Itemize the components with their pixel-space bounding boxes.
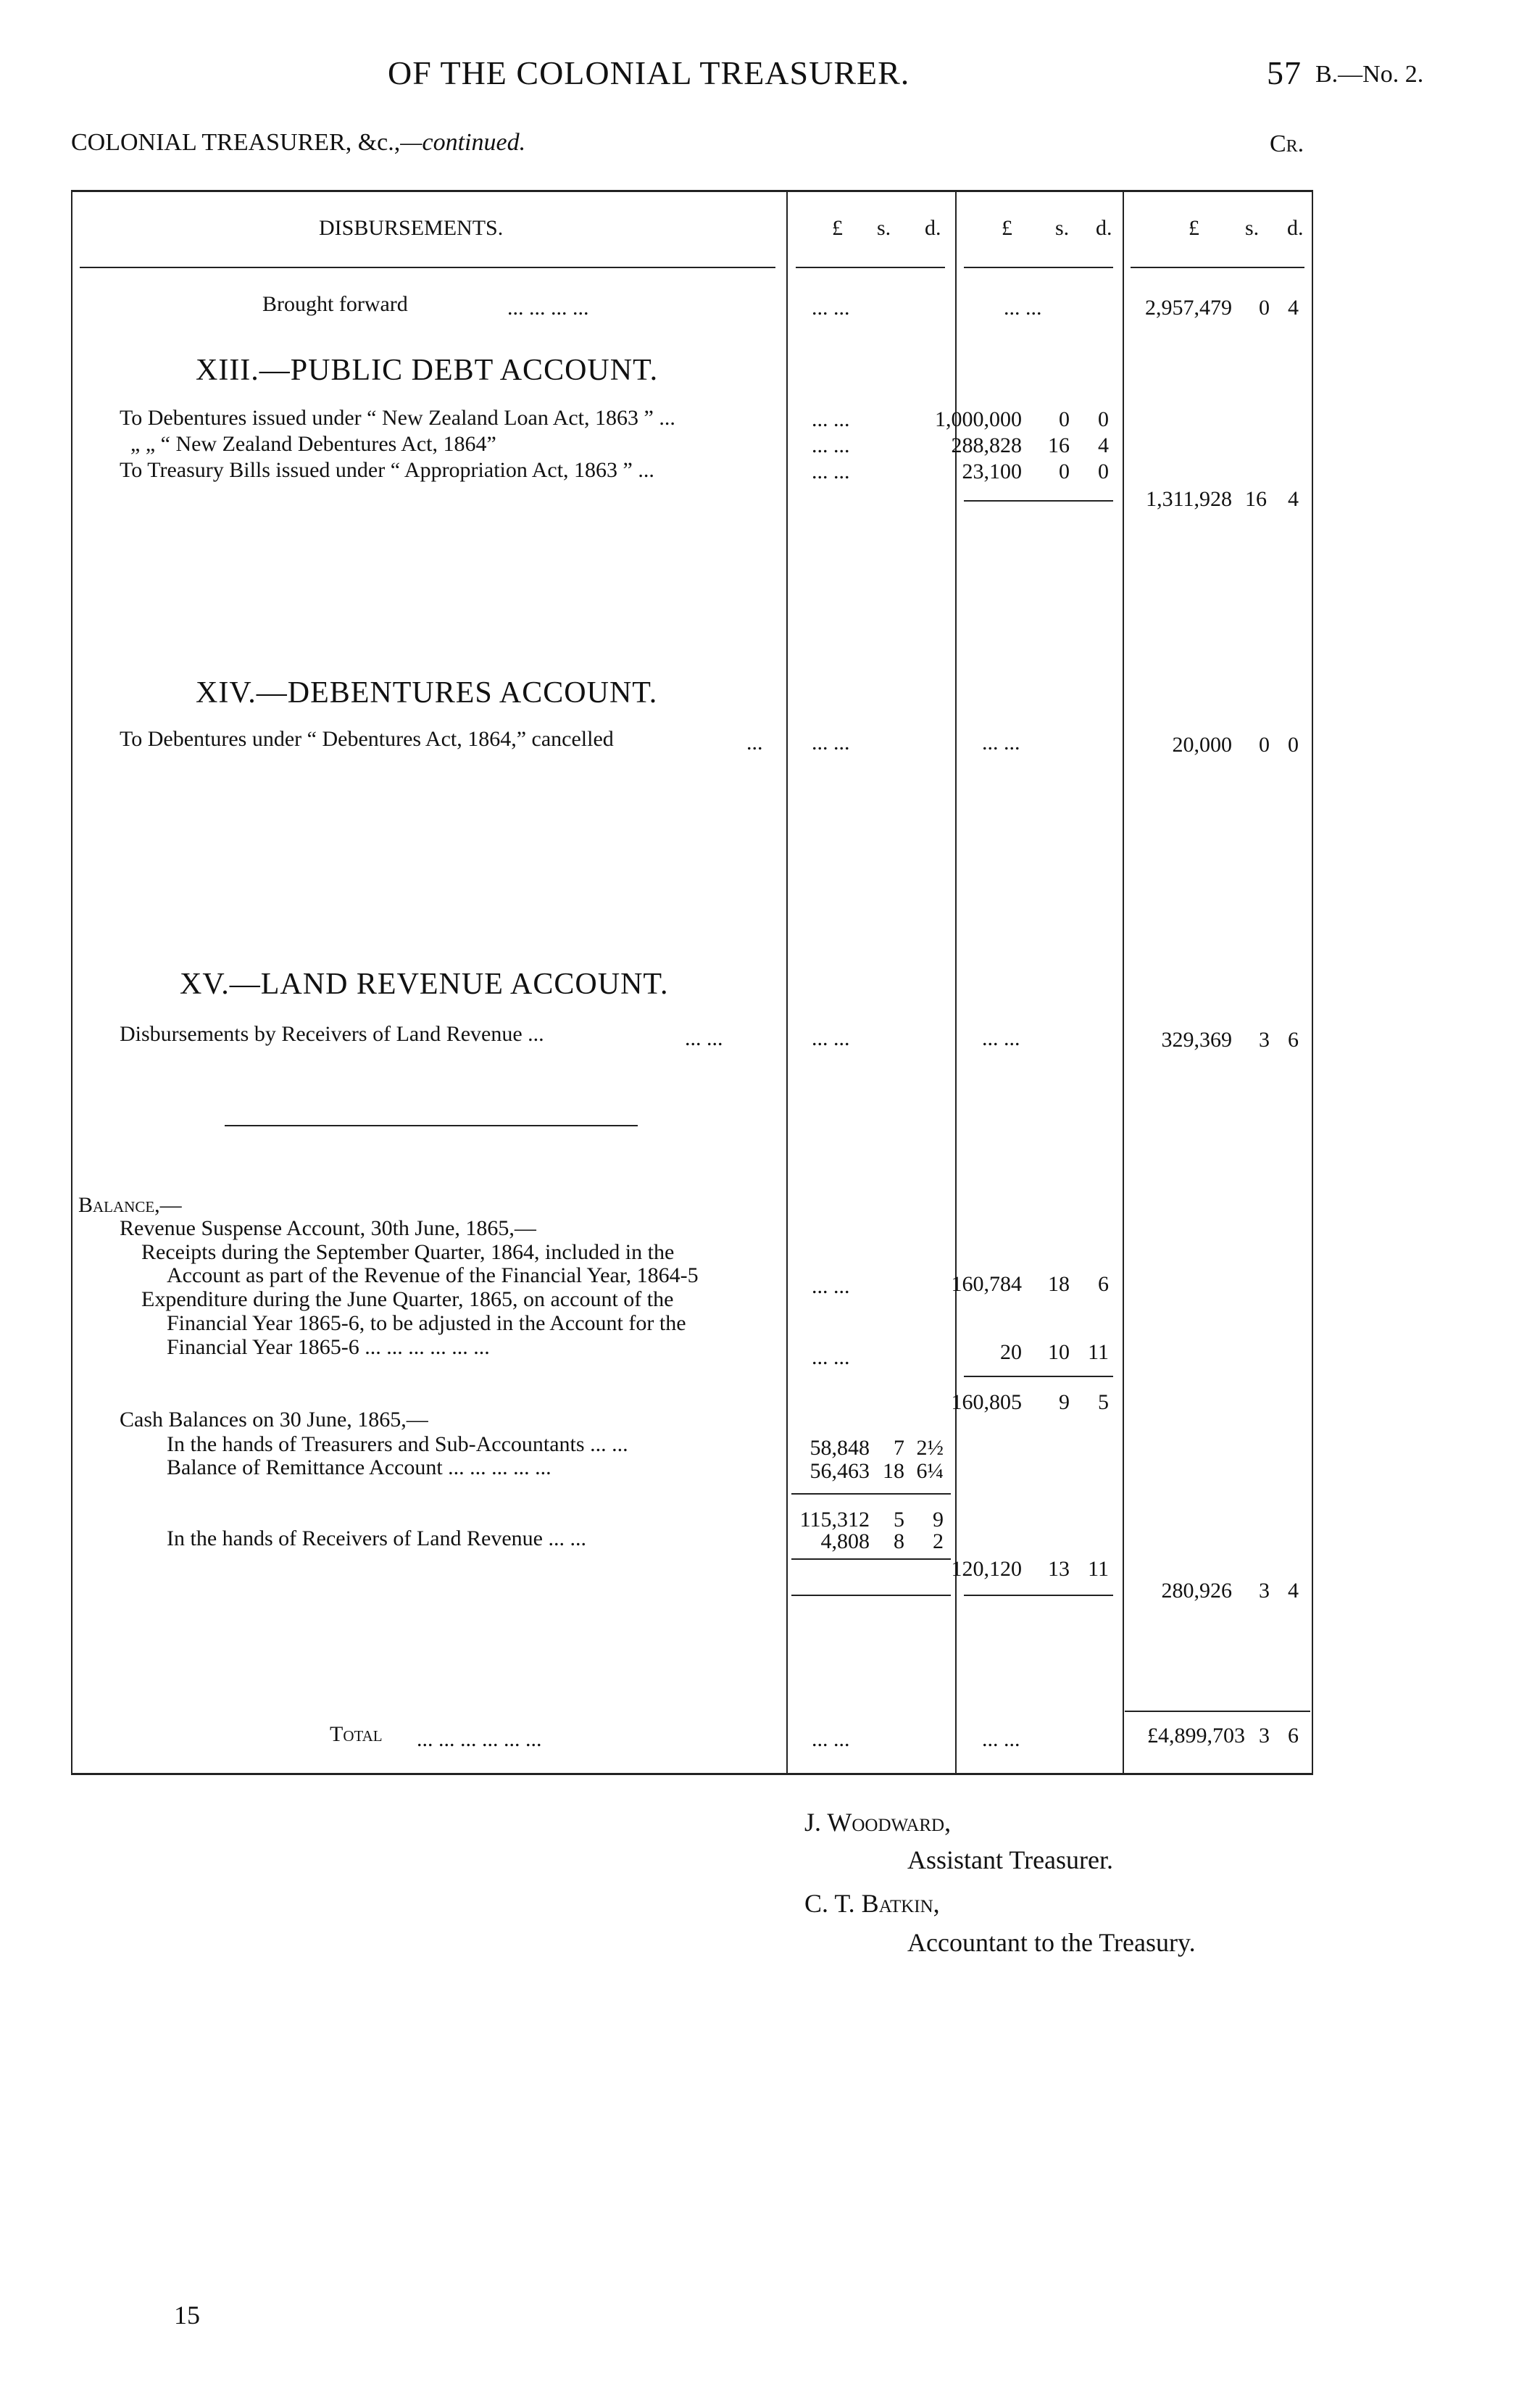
xiv-row-col1: ... ... — [812, 731, 850, 755]
xiii-row-1-pounds: 1,000,000 — [935, 407, 1022, 431]
xiii-row-3-pounds: 23,100 — [962, 460, 1022, 483]
treasurers-label: In the hands of Treasurers and Sub-Accountants ... ... — [167, 1432, 628, 1456]
treasurers-shillings: 7 — [894, 1436, 904, 1460]
treasurers-pounds: 58,848 — [809, 1436, 870, 1460]
receivers-pence: 2 — [933, 1529, 944, 1553]
col1-pounds-header: £ — [832, 216, 843, 240]
col3-pounds-header: £ — [1189, 216, 1199, 240]
col3-pence-header: d. — [1287, 216, 1304, 240]
col1-shillings-header: s. — [877, 216, 891, 240]
cash-subtotal-pounds: 115,312 — [799, 1508, 870, 1532]
signature-mark: 15 — [174, 2301, 200, 2330]
suspense-rule — [964, 1376, 1113, 1377]
xiii-row-1-col1: ... ... — [812, 407, 850, 431]
receivers-shillings: 8 — [894, 1529, 904, 1553]
xiii-total-shillings: 16 — [1245, 487, 1267, 511]
expenditure-line-2: Financial Year 1865-6, to be adjusted in the Account for the — [167, 1311, 686, 1335]
xiii-row-2-label: „ „ “ New Zealand Debentures Act, 1864” — [130, 432, 496, 456]
section-xv-title: XV.—LAND REVENUE ACCOUNT. — [180, 968, 669, 1001]
xiii-row-1-label: To Debentures issued under “ New Zealand Loan Act, 1863 ” ... — [120, 406, 675, 430]
balance-label: Balance,— — [78, 1193, 182, 1217]
brought-forward-pence: 4 — [1288, 296, 1299, 320]
page-number: 57 — [1267, 54, 1302, 91]
grand-total-shillings: 3 — [1259, 1724, 1270, 1748]
xv-row-col1: ... ... — [812, 1026, 850, 1050]
receipts-line-2: Account as part of the Revenue of the Financial Year, 1864-5 — [167, 1263, 699, 1287]
signature-1-title: Assistant Treasurer. — [907, 1845, 1114, 1874]
suspense-total-shillings: 9 — [1059, 1390, 1070, 1414]
grand-total-pounds: £4,899,703 — [1147, 1724, 1245, 1748]
cash-total-pounds: 120,120 — [951, 1557, 1022, 1581]
subtitle-continued: —continued. — [400, 129, 526, 156]
xiii-total-pence: 4 — [1288, 487, 1299, 511]
cash-subtotal-pence: 9 — [933, 1508, 944, 1532]
total-label: Total — [330, 1722, 383, 1746]
expenditure-pounds: 20 — [1000, 1340, 1022, 1364]
paper-reference: B.—No. 2. — [1315, 61, 1424, 88]
xiii-row-3-col1: ... ... — [812, 460, 850, 483]
xiv-row-col2: ... ... — [982, 731, 1020, 755]
receipts-pounds: 160,784 — [951, 1272, 1022, 1296]
col2-pounds-header: £ — [1002, 216, 1012, 240]
total-dots: ... ... ... ... ... ... — [417, 1727, 542, 1751]
cash-total-shillings: 13 — [1048, 1557, 1070, 1581]
brought-forward-label: Brought forward — [262, 292, 408, 316]
cash-total-rule-2 — [964, 1595, 1113, 1596]
remittance-pounds: 56,463 — [809, 1459, 870, 1483]
col2-pence-header: d. — [1096, 216, 1112, 240]
xv-row-shillings: 3 — [1259, 1028, 1270, 1052]
xv-row-pence: 6 — [1288, 1028, 1299, 1052]
brought-forward-shillings: 0 — [1259, 296, 1270, 320]
xiii-row-2-shillings: 16 — [1048, 433, 1070, 457]
xiii-row-2-col1: ... ... — [812, 433, 850, 457]
brought-forward-dots: ... ... ... ... — [507, 296, 589, 320]
xv-row-pounds: 329,369 — [1161, 1028, 1232, 1052]
xiv-row-pence: 0 — [1288, 733, 1299, 757]
cash-subtotal-rule — [791, 1493, 951, 1495]
disbursements-header: DISBURSEMENTS. — [319, 216, 504, 240]
total-col1: ... ... — [812, 1727, 850, 1751]
xiii-row-3-shillings: 0 — [1059, 460, 1070, 483]
xiv-row-label: To Debentures under “ Debentures Act, 1864,” cancelled — [120, 727, 614, 751]
total-col2: ... ... — [982, 1727, 1020, 1751]
cash-subtotal-shillings: 5 — [894, 1508, 904, 1532]
suspense-total-pounds: 160,805 — [951, 1390, 1022, 1414]
suspense-label: Revenue Suspense Account, 30th June, 1865,— — [120, 1216, 536, 1240]
balance-total-shillings: 3 — [1259, 1579, 1270, 1603]
brought-forward-col2: ... ... — [1004, 296, 1042, 320]
signature-2-name: C. T. Batkin, — [804, 1889, 940, 1918]
xiv-row-pounds: 20,000 — [1172, 733, 1232, 757]
treasurers-pence: 2½ — [916, 1436, 944, 1460]
receipts-pence: 6 — [1098, 1272, 1109, 1296]
suspense-total-pence: 5 — [1098, 1390, 1109, 1414]
section-divider — [225, 1125, 638, 1126]
xiii-rule — [964, 500, 1113, 502]
grand-total-pence: 6 — [1288, 1724, 1299, 1748]
brought-forward-col1: ... ... — [812, 296, 850, 320]
col2-shillings-header: s. — [1055, 216, 1070, 240]
receipts-shillings: 18 — [1048, 1272, 1070, 1296]
xiii-row-2-pence: 4 — [1098, 433, 1109, 457]
xv-row-dots: ... ... — [685, 1026, 723, 1050]
remittance-label: Balance of Remittance Account ... ... ... ... ... — [167, 1455, 552, 1479]
col3-shillings-header: s. — [1245, 216, 1260, 240]
credit-side-label: Cr. — [1270, 130, 1304, 157]
grand-total-rule — [1125, 1711, 1310, 1712]
cash-total-pence: 11 — [1088, 1557, 1109, 1581]
expenditure-line-1: Expenditure during the June Quarter, 1865, on account of the — [141, 1287, 674, 1311]
xiii-total-pounds: 1,311,928 — [1146, 487, 1232, 511]
running-subtitle — [71, 130, 525, 155]
expenditure-line-3: Financial Year 1865-6 ... ... ... ... ... ... — [167, 1335, 490, 1359]
xiv-row-shillings: 0 — [1259, 733, 1270, 757]
xv-row-label: Disbursements by Receivers of Land Revenue ... — [120, 1022, 544, 1046]
xv-row-col2: ... ... — [982, 1026, 1020, 1050]
expenditure-shillings: 10 — [1048, 1340, 1070, 1364]
page-title: OF THE COLONIAL TREASURER. — [388, 54, 910, 91]
receipts-line-1: Receipts during the September Quarter, 1864, included in the — [141, 1240, 675, 1264]
balance-total-pounds: 280,926 — [1161, 1579, 1232, 1603]
signature-1-name: J. Woodward, — [804, 1808, 952, 1837]
col1-pence-header: d. — [925, 216, 941, 240]
xiii-row-3-pence: 0 — [1098, 460, 1109, 483]
signature-2-title: Accountant to the Treasury. — [907, 1928, 1196, 1957]
xiii-row-2-pounds: 288,828 — [951, 433, 1022, 457]
section-xiii-title: XIII.—PUBLIC DEBT ACCOUNT. — [196, 354, 659, 387]
expenditure-pence: 11 — [1088, 1340, 1109, 1364]
cash-balances-label: Cash Balances on 30 June, 1865,— — [120, 1408, 428, 1432]
remittance-pence: 6¼ — [916, 1459, 944, 1483]
xiv-row-dots: ... — [746, 731, 763, 755]
xiii-row-1-pence: 0 — [1098, 407, 1109, 431]
cash-total-rule-1 — [791, 1595, 951, 1596]
receivers-pounds: 4,808 — [820, 1529, 870, 1553]
receivers-label: In the hands of Receivers of Land Revenue ... ... — [167, 1526, 586, 1550]
receipts-col1: ... ... — [812, 1274, 850, 1298]
expenditure-col1: ... ... — [812, 1345, 850, 1369]
xiii-row-3-label: To Treasury Bills issued under “ Appropriation Act, 1863 ” ... — [120, 458, 654, 482]
remittance-shillings: 18 — [883, 1459, 904, 1483]
section-xiv-title: XIV.—DEBENTURES ACCOUNT. — [196, 676, 658, 710]
balance-total-pence: 4 — [1288, 1579, 1299, 1603]
xiii-row-1-shillings: 0 — [1059, 407, 1070, 431]
subtitle-text: COLONIAL TREASURER, &c., — [71, 129, 401, 156]
brought-forward-pounds: 2,957,479 — [1145, 296, 1232, 320]
